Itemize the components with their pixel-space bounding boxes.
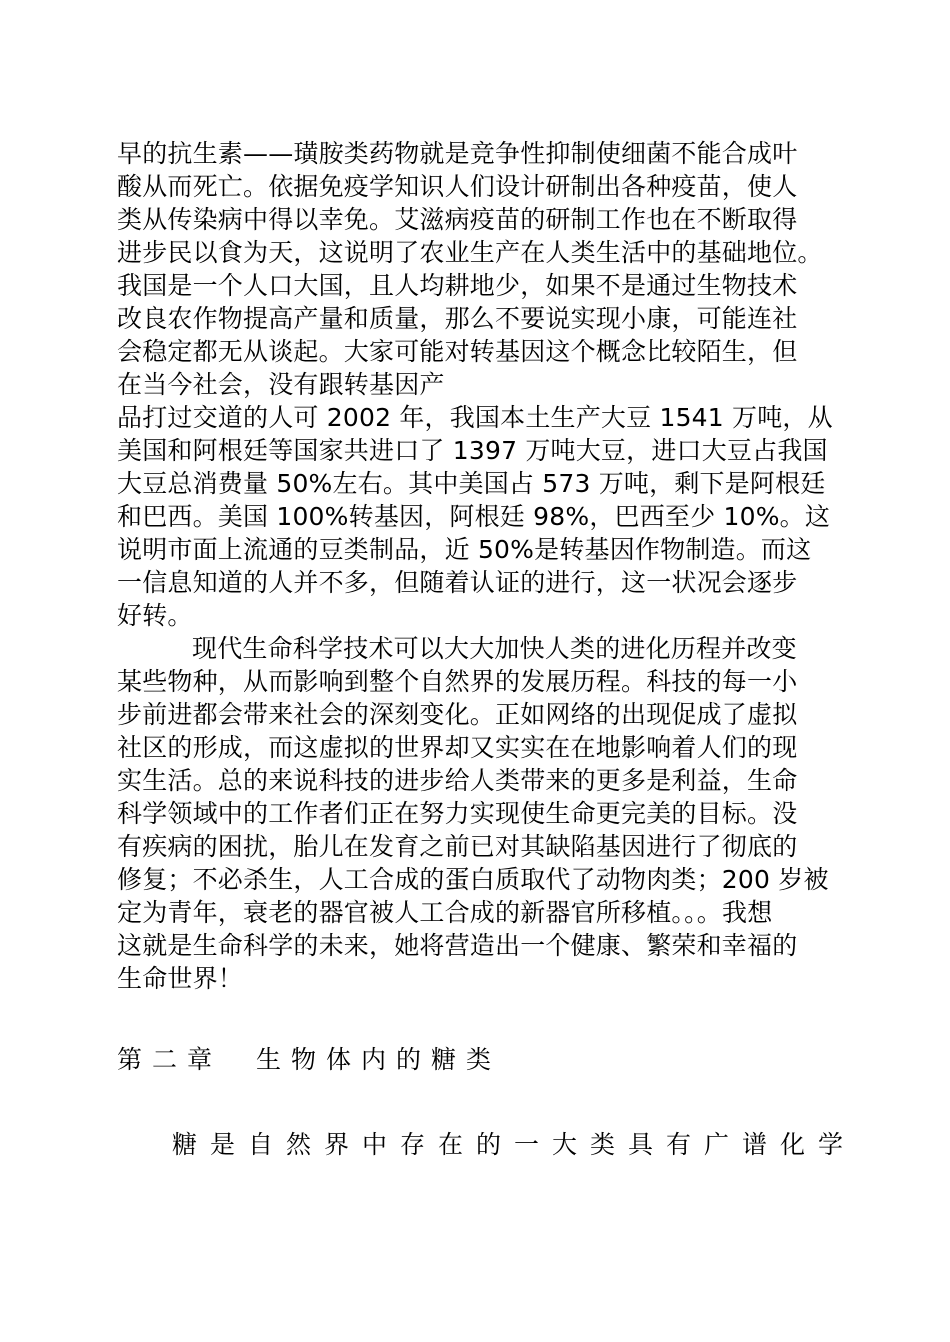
paragraph-line: 定为青年，衰老的器官被人工合成的新器官所移植。。。我想 xyxy=(117,898,773,927)
paragraph-line: 会稳定都无从谈起。大家可能对转基因这个概念比较陌生，但 xyxy=(117,337,798,366)
paragraph-line: 社区的形成，而这虚拟的世界却又实实在在地影响着人们的现 xyxy=(117,733,798,762)
paragraph-line: 在当今社会，没有跟转基因产 xyxy=(117,370,445,399)
chapter-title: 生物体内的糖类 xyxy=(256,1045,502,1074)
paragraph-line: 修复；不必杀生，人工合成的蛋白质取代了动物肉类；200 岁被 xyxy=(117,865,829,894)
paragraph-line: 一信息知道的人并不多，但随着认证的进行，这一状况会逐步 xyxy=(117,568,798,597)
paragraph-line: 现代生命科学技术可以大大加快人类的进化历程并改变 xyxy=(192,634,797,663)
paragraph-line: 生命世界！ xyxy=(117,964,244,993)
paragraph-line: 品打过交道的人可 2002 年，我国本土生产大豆 1541 万吨，从 xyxy=(117,403,833,432)
paragraph-line: 好转。 xyxy=(117,601,193,630)
paragraph-line: 类从传染病中得以幸免。艾滋病疫苗的研制工作也在不断取得 xyxy=(117,205,798,234)
paragraph-line: 和巴西。美国 100%转基因，阿根廷 98%，巴西至少 10%。这 xyxy=(117,502,831,531)
paragraph-line: 步前进都会带来社会的深刻变化。正如网络的出现促成了虚拟 xyxy=(117,700,798,729)
paragraph-line: 实生活。总的来说科技的进步给人类带来的更多是利益，生命 xyxy=(117,766,798,795)
paragraph-line: 有疾病的困扰，胎儿在发育之前已对其缺陷基因进行了彻底的 xyxy=(117,832,798,861)
paragraph-line: 改良农作物提高产量和质量，那么不要说实现小康，可能连社 xyxy=(117,304,798,333)
paragraph-line: 酸从而死亡。依据免疫学知识人们设计研制出各种疫苗，使人 xyxy=(117,172,798,201)
chapter-number: 第二章 xyxy=(117,1045,223,1074)
paragraph-line: 早的抗生素——璜胺类药物就是竞争性抑制使细菌不能合成叶 xyxy=(117,139,798,168)
paragraph-line: 美国和阿根廷等国家共进口了 1397 万吨大豆，进口大豆占我国 xyxy=(117,436,828,465)
paragraph-line: 科学领域中的工作者们正在努力实现使生命更完美的目标。没 xyxy=(117,799,798,828)
paragraph-line: 糖是自然界中存在的一大类具有广谱化学 xyxy=(172,1130,857,1159)
paragraph-line: 某些物种，从而影响到整个自然界的发展历程。科技的每一小 xyxy=(117,667,798,696)
paragraph-line: 大豆总消费量 50%左右。其中美国占 573 万吨，剩下是阿根廷 xyxy=(117,469,826,498)
paragraph-line: 进步民以食为天，这说明了农业生产在人类生活中的基础地位。 xyxy=(117,238,823,267)
chapter-heading xyxy=(117,1043,501,1076)
paragraph-line: 我国是一个人口大国，且人均耕地少，如果不是通过生物技术 xyxy=(117,271,798,300)
paragraph-line: 说明市面上流通的豆类制品，近 50%是转基因作物制造。而这 xyxy=(117,535,812,564)
paragraph-line: 这就是生命科学的未来，她将营造出一个健康、繁荣和幸福的 xyxy=(117,931,798,960)
